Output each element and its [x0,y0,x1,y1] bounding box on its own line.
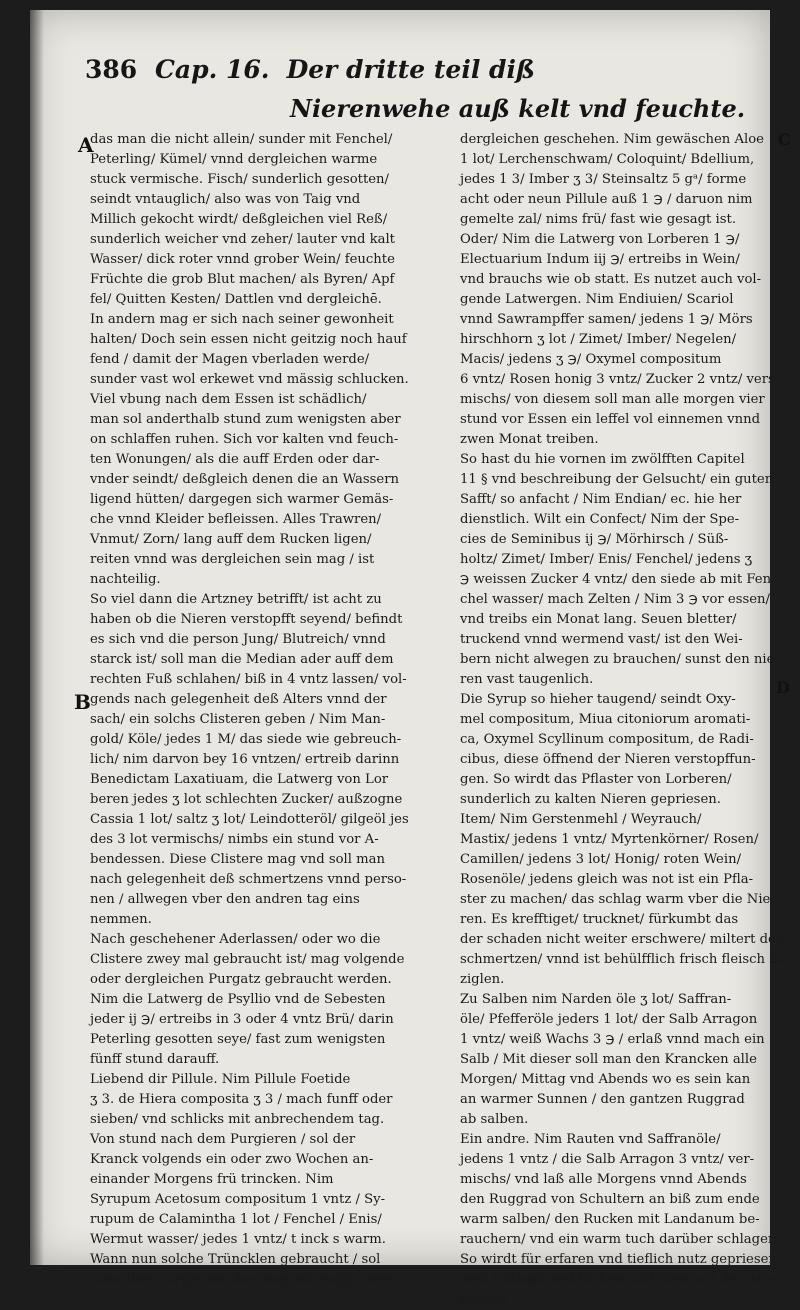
text-line: Mastix/ jedens 1 vntz/ Myrtenkörner/ Rosen/ [460,832,759,847]
text-line: der schaden nicht weiter erschwere/ miltert den [460,932,785,947]
text-line: Von stund nach dem Purgieren / sol der [90,1132,356,1147]
text-line: halten/ Doch sein essen nicht geitzig noch hauf [90,332,407,347]
text-line: zwen Monat treiben. [460,432,599,447]
text-line: ʒ 3. de Hiera composita ʒ 3 / mach funff oder [90,1092,393,1107]
text-line: ten Wonungen/ als die auff Erden oder dar- [90,452,380,467]
text-line: Wermut wasser/ jedes 1 vntz/ t inck s warm. [90,1232,386,1247]
text-line: Benedictam Laxatiuam, die Latwerg von Lor [90,772,389,787]
text-line: Camillen/ jedens 3 lot/ Honig/ roten Wein/ [460,852,742,867]
text-line: In andern mag er sich nach seiner gewonheit [90,312,394,327]
text-line: rauchern/ vnd ein warm tuch darüber schlagen. [460,1232,781,1247]
text-line: bendessen. Diese Clistere mag vnd soll man [90,852,386,867]
text-line: Macis/ jedens ʒ ℈/ Oxymel compositum [460,352,722,367]
text-line: Oder/ Nim die Latwerg von Lorberen 1 ℈/ [460,232,740,247]
text-line: öle/ Pfefferöle jeders 1 lot/ der Salb Arragon [460,1012,758,1027]
text-line: 1 lot/ Lerchenschwam/ Coloquint/ Bdellium, [460,152,755,167]
running-head-title: Der dritte teil diß [286,55,535,84]
text-line: jeder ij ℈/ ertreibs in 3 oder 4 vntz Brü/ darin [90,1012,394,1027]
text-line: cies de Seminibus ij ℈/ Mörhirsch / Süß- [460,532,729,547]
text-line: lich/ nim darvon bey 16 vntzen/ ertreib darinn [90,752,400,767]
text-line: Früchte die grob Blut machen/ als Byren/ Apf [90,272,395,287]
text-line: ligend hütten/ dargegen sich warmer Gemäs- [90,492,394,507]
text-line: das man die nicht allein/ sunder mit Fenchel/ [90,132,393,147]
text-line: Peterling gesotten seye/ fast zum wenigsten [90,1032,386,1047]
text-line: ziglen. [460,972,505,987]
text-line: So wirdt für erfaren vnd tieflich nutz gepriesen/ [460,1252,782,1267]
text-line: nach gelegenheit deß schmertzens vnnd perso- [90,872,407,887]
text-line: Salb / Mit dieser soll man den Krancken alle [460,1052,757,1067]
text-line: gemelte zal/ nims frü/ fast wie gesagt ist. [460,212,737,227]
binding-shadow [30,10,44,1265]
text-line: sunder vast wol erkewet vnd mässig schlucken. [90,372,409,387]
text-line: Wasser/ dick roter vnnd grober Wein/ feuchte [90,252,395,267]
text-line: schmertzen/ vnnd ist behülfflich frisch fleisch zu [460,952,785,967]
text-line: Electuarium Indum iij ℈/ ertreibs in Wein/ [460,252,740,267]
text-line: fünff stund darauff. [90,1052,220,1067]
text-line: es sich vnd die person Jung/ Blutreich/ vnnd [90,632,386,647]
text-line: seindt vntauglich/ also was von Taig vnd [90,192,361,207]
text-line: Peterling/ Kümel/ vnnd dergleichen warme [90,152,378,167]
text-line: vnnd Sawrampffer samen/ jedens 1 ℈/ Mörs [460,312,753,327]
text-line: stund vor Essen ein leffel vol einnemen vnnd [460,412,761,427]
text-line: Rosenöle/ jedens gleich was not ist ein Pfla- [460,872,754,887]
text-line: Ein andre. Nim Rauten vnd Saffranöle/ [460,1132,721,1147]
text-line: Vnmut/ Zorn/ lang auff dem Rucken ligen/ [90,532,372,547]
chapter-label: Cap. 16. [155,55,270,84]
text-line: ca, Oxymel Scyllinum compositum, de Radi- [460,732,754,747]
text-line: backen [460,1292,508,1307]
text-line: So hast du hie vornen im zwölfften Capitel [460,452,745,467]
text-line: ab salben. [460,1112,529,1127]
text-line: sunderlich weicher vnd zeher/ lauter vnd kalt [90,232,395,247]
text-line: jedens 1 vntz / die Salb Arragon 3 vntz/ ver- [460,1152,755,1167]
text-line: reiten vnnd was dergleichen sein mag / ist [90,552,375,567]
text-line: man sol anderthalb stund zum wenigsten aber [90,412,401,427]
text-line: 6 vntz/ Rosen honig 3 vntz/ Zucker 2 vntz/ vers [460,372,775,387]
text-line: on schlaffen ruhen. Sich vor kalten vnd feuch- [90,432,399,447]
text-line: Liebend dir Pillule. Nim Pillule Foetide [90,1072,351,1087]
text-line: fel/ Quitten Kesten/ Dattlen vnd dergleichē. [90,292,382,307]
text-line: gends nach gelegenheit deß Alters vnnd der [90,692,387,707]
margin-marker-a: A [78,133,94,157]
text-line: rechten Fuß schlahen/ biß in 4 vntz lassen/ vol- [90,672,407,687]
text-line: einander Morgens frü trincken. Nim [90,1172,334,1187]
text-line: sunderlich zu kalten Nieren gepriesen. [460,792,721,807]
text-line: nachteilig. [90,572,161,587]
left-text-column [90,130,460,1290]
text-line: jedes 1 3/ Imber ʒ 3/ Steinsaltz 5 gᵃ/ forme [460,172,747,187]
text-line: Syrupum Acetosum compositum 1 vntz / Sy- [90,1192,386,1207]
text-line: des 3 lot vermischs/ nimbs ein stund vor A- [90,832,379,847]
text-line: gende Latwergen. Nim Endiuien/ Scariol [460,292,734,307]
right-text-column [460,130,785,1310]
text-line: acht oder neun Pillule auß 1 ℈ / daruon nim [460,192,753,207]
text-line: Cassia 1 lot/ saltz ʒ lot/ Leindotteröl/ gilgeöl jes [90,812,409,827]
text-line: Zu Salben nim Narden öle ʒ lot/ Saffran- [460,992,732,1007]
text-line: cibus, diese öffnend der Nieren verstopffun- [460,752,756,767]
text-line: mel compositum, Miua citoniorum aromati- [460,712,751,727]
text-line: Die Syrup so hieher taugend/ seindt Oxy- [460,692,736,707]
text-line: hirschhorn ʒ lot / Zimet/ Imber/ Negelen/ [460,332,737,347]
text-line: So viel dann die Artzney betrifft/ ist acht zu [90,592,382,607]
text-line: nemmen. [90,912,152,927]
text-line: mischs/ von diesem soll man alle morgen vier [460,392,765,407]
text-line: nen / allwegen vber den andren tag eins [90,892,360,907]
text-line: holtz/ Zimet/ Imber/ Enis/ Fenchel/ jedens ʒ [460,552,753,567]
text-line: Wann nun solche Trüncklen gebraucht / sol [90,1252,381,1267]
text-line: Kranck volgends ein oder zwo Wochen an- [90,1152,374,1167]
page-number: 386 [85,55,138,84]
text-line: Nach geschehener Aderlassen/ oder wo die [90,932,381,947]
text-line: Clistere zwey mal gebraucht ist/ mag volgende [90,952,405,967]
margin-marker-d: D [776,678,790,697]
text-line: oder dergleichen Purgatz gebraucht werden. [90,972,392,987]
text-line: 11 § vnd beschreibung der Gelsucht/ ein guten [460,472,774,487]
text-line: ren vast taugenlich. [460,672,594,687]
text-line: dienstlich. Wilt ein Confect/ Nim der Spe- [460,512,740,527]
text-line: ren. Es krefftiget/ trucknet/ fürkumbt das [460,912,739,927]
text-line: stuck vermische. Fisch/ sunderlich gesotten/ [90,172,389,187]
text-line: vnd brauchs wie ob statt. Es nutzet auch vol- [460,272,762,287]
text-line: 1 vntz/ weiß Wachs 3 ℈ / erlaß vnnd mach ein [460,1032,765,1047]
text-line: beren jedes ʒ lot schlechten Zucker/ außzogne [90,792,403,807]
text-line: warm salben/ den Rucken mit Landanum be- [460,1212,760,1227]
text-line: mischs/ vnd laß alle Morgens vnnd Abends [460,1172,747,1187]
text-line: vnder seindt/ deßgleich denen die an Wassern [90,472,399,487]
text-line: starck ist/ soll man die Median ader auff dem [90,652,394,667]
text-line: rupum de Calamintha 1 lot / Fenchel / Enis/ [90,1212,382,1227]
text-line: ster zu machen/ das schlag warm vber die Nie- [460,892,775,907]
text-line: Safft/ so anfacht / Nim Endian/ ec. hie her [460,492,742,507]
text-line: che vnnd Kleider befleissen. Alles Trawren/ [90,512,382,527]
text-line: haben ob die Nieren verstopfft seyend/ befindt [90,612,403,627]
text-line: Item/ Nim Gerstenmehl / Weyrauch/ [460,812,702,827]
text-line: fend / damit der Magen vberladen werde/ [90,352,370,367]
text-line: gen. So wirdt das Pflaster von Lorberen/ [460,772,732,787]
text-line: chel wasser/ mach Zelten / Nim 3 ℈ vor essen/ [460,592,770,607]
text-line: Millich gekocht wirdt/ deßgleichen viel Reß/ [90,212,388,227]
text-line: Nim die Latwerg de Psyllio vnd de Sebesten [90,992,386,1007]
text-line: an warmer Sunnen / den gantzen Ruggrad [460,1092,745,1107]
text-line: den Ruggrad von Schultern an biß zum ende [460,1192,760,1207]
text-line: sen/ Laßkopf vnd bicken auff diese ort der Are- [460,1272,776,1287]
text-line: bern nicht alwegen zu brauchen/ sunst den nie- [460,652,779,667]
margin-marker-c: C [778,130,791,149]
section-title: Nierenwehe auß kelt vnd feuchte. [290,94,746,123]
text-line: ℈ weissen Zucker 4 vntz/ den siede ab mit Fen [460,572,772,587]
text-line: gold/ Köle/ jedes 1 M/ das siede wie gebreuch- [90,732,402,747]
text-line: sach/ ein solchs Clisteren geben / Nim Man- [90,712,386,727]
text-line: Morgen/ Mittag vnd Abends wo es sein kan [460,1072,751,1087]
text-line: dergleichen geschehen. Nim gewäschen Aloe [460,132,764,147]
margin-marker-b: B [74,690,91,714]
text-line: Viel vbung nach dem Essen ist schädlich/ [90,392,367,407]
text-line: truckend vnnd wermend vast/ ist den Wei- [460,632,743,647]
text-line: man aber purgieren/ das mag wie volgt/ oder [90,1272,393,1287]
book-page [30,10,791,1307]
text-line: sieben/ vnd schlicks mit anbrechendem tag. [90,1112,385,1127]
text-line: vnd treibs ein Monat lang. Seuen bletter/ [460,612,737,627]
